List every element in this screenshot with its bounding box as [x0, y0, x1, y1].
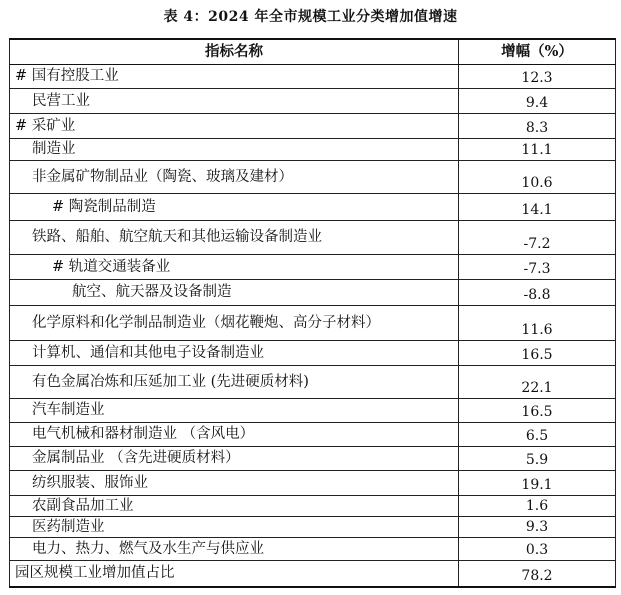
row-value: -7.2: [459, 221, 616, 255]
table-row: [10, 89, 616, 114]
row-name: # 国有控股工业: [10, 65, 459, 89]
row-name: # 陶瓷制品制造: [10, 194, 459, 221]
table-row: [10, 447, 616, 471]
row-value: 19.1: [459, 471, 616, 496]
row-name: 电气机械和器材制造业 （含风电）: [10, 423, 459, 447]
row-value: -7.3: [459, 255, 616, 280]
table-row: [10, 496, 616, 517]
table-row: [10, 139, 616, 161]
table-row: [10, 366, 616, 399]
table-row: [10, 161, 616, 194]
table-row: [10, 255, 616, 280]
row-name: 园区规模工业增加值占比: [10, 561, 459, 587]
row-value: 9.3: [459, 517, 616, 538]
header-growth-rate: 增幅（%）: [459, 39, 616, 65]
row-name: 医药制造业: [10, 517, 459, 538]
row-name: 纺织服装、服饰业: [10, 471, 459, 496]
row-name: 化学原料和化学制品制造业（烟花鞭炮、高分子材料）: [10, 306, 459, 341]
table-row: [10, 517, 616, 538]
table-row: [10, 194, 616, 221]
table-row: [10, 65, 616, 89]
row-name: 民营工业: [10, 89, 459, 114]
row-value: 11.1: [459, 139, 616, 161]
row-value: 22.1: [459, 366, 616, 399]
table-row: [10, 221, 616, 255]
row-value: 14.1: [459, 194, 616, 221]
row-name: 铁路、船舶、航空航天和其他运输设备制造业: [10, 221, 459, 255]
row-name: 计算机、通信和其他电子设备制造业: [10, 341, 459, 366]
growth-table: [9, 38, 616, 588]
row-name: 航空、航天器及设备制造: [10, 280, 459, 306]
row-value: 16.5: [459, 399, 616, 423]
row-value: 8.3: [459, 114, 616, 139]
row-value: -8.8: [459, 280, 616, 306]
table-row: [10, 341, 616, 366]
table-row: [10, 423, 616, 447]
row-name: 非金属矿物制品业（陶瓷、玻璃及建材）: [10, 161, 459, 194]
table-header-row: [10, 39, 616, 65]
table-row: [10, 306, 616, 341]
row-value: 5.9: [459, 447, 616, 471]
row-value: 9.4: [459, 89, 616, 114]
row-name: 电力、热力、燃气及水生产与供应业: [10, 538, 459, 561]
row-value: 12.3: [459, 65, 616, 89]
row-name: # 采矿业: [10, 114, 459, 139]
row-name: # 轨道交通装备业: [10, 255, 459, 280]
table-row: [10, 471, 616, 496]
row-name: 汽车制造业: [10, 399, 459, 423]
table-row: [10, 399, 616, 423]
row-value: 1.6: [459, 496, 616, 517]
table-row: [10, 538, 616, 561]
table-row: [10, 280, 616, 306]
table-row: [10, 114, 616, 139]
row-value: 11.6: [459, 306, 616, 341]
row-value: 16.5: [459, 341, 616, 366]
row-value: 6.5: [459, 423, 616, 447]
table-title: 表 4：2024 年全市规模工业分类增加值增速: [163, 9, 458, 25]
row-value: 78.2: [459, 561, 616, 587]
row-name: 制造业: [10, 139, 459, 161]
table-row: [10, 561, 616, 587]
row-value: 10.6: [459, 161, 616, 194]
header-indicator-name: 指标名称: [10, 39, 459, 65]
row-name: 金属制品业 （含先进硬质材料）: [10, 447, 459, 471]
row-name: 农副食品加工业: [10, 496, 459, 517]
row-value: 0.3: [459, 538, 616, 561]
row-name: 有色金属冶炼和压延加工业 (先进硬质材料): [10, 366, 459, 399]
